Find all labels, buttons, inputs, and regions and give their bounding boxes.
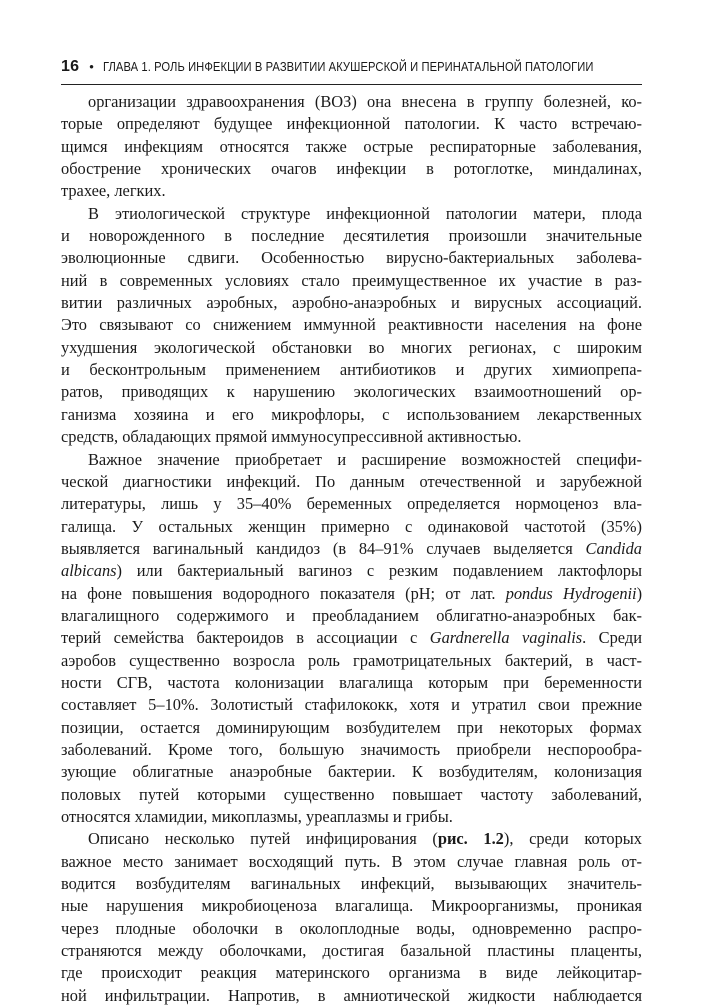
italic-term: Gardnerella vaginalis — [429, 628, 583, 648]
text-segment: ные нарушения микробиоценоза влагалища. Микроорганизмы, проникая — [61, 896, 642, 916]
text-line — [61, 761, 642, 783]
paragraph — [61, 203, 642, 449]
paragraph — [61, 828, 642, 1007]
text-line — [61, 739, 642, 761]
text-segment: выявляется вагинальный кандидоз (в 84–91% случаев выделяется — [61, 538, 586, 558]
paragraph — [61, 449, 642, 829]
text-segment: на фоне повышения водородного показателя (pH; от лат. — [61, 583, 506, 603]
text-segment: Описано несколько путей инфицирования ( — [88, 829, 438, 849]
text-line — [61, 113, 642, 135]
italic-term: pondus Hydrogenii — [505, 583, 637, 603]
text-line — [61, 91, 642, 113]
page-number: 16 — [61, 58, 80, 75]
text-segment: ческой диагностики инфекций. По данным отечественной и зарубежной — [61, 471, 642, 491]
text-line — [61, 605, 642, 627]
text-line — [61, 314, 642, 336]
text-line — [61, 784, 642, 806]
text-line — [61, 828, 642, 850]
text-segment: Важное значение приобретает и расширение возможностей специфи- — [88, 449, 642, 469]
text-segment: . Среди — [582, 628, 642, 648]
text-line — [61, 337, 642, 359]
text-line — [61, 270, 642, 292]
text-segment: важное место занимает восходящий путь. В этом случае главная роль от- — [61, 851, 642, 871]
text-line — [61, 918, 642, 940]
text-line — [61, 516, 642, 538]
text-line — [61, 895, 642, 917]
text-line — [61, 247, 642, 269]
text-segment: водится возбудителям вагинальных инфекций, вызывающих значитель- — [61, 874, 642, 894]
text-line — [61, 962, 642, 984]
text-line — [61, 404, 642, 426]
text-segment: заболеваний. Кроме того, большую значимость приобрели неспорообра- — [61, 739, 642, 759]
text-line — [61, 672, 642, 694]
text-segment: страняются между оболочками, достигая базальной пластины плаценты, — [61, 941, 642, 961]
text-segment: через плодные оболочки в околоплодные воды, одновременно распро- — [61, 918, 642, 938]
text-segment: В этиологической структуре инфекционной патологии матери, плода — [88, 203, 642, 223]
text-segment: ) или бактериальный вагиноз с резким подавлением лактофлоры — [116, 561, 642, 581]
text-line — [61, 583, 642, 605]
text-line — [61, 359, 642, 381]
text-segment: ности СГВ, частота колонизации влагалища которым при беременности — [61, 672, 642, 692]
text-segment: обострение хронических очагов инфекции в ротоглотке, миндалинах, — [61, 159, 642, 179]
text-segment: ганизма хозяина и его микрофлоры, с использованием лекарственных — [61, 404, 642, 424]
text-segment: ратов, приводящих к нарушению экологических взаимоотношений ор- — [61, 382, 642, 402]
text-segment: относятся хламидии, микоплазмы, уреаплазмы и грибы. — [61, 807, 453, 826]
text-segment: и новорожденного в последние десятилетия произошли значительные — [61, 226, 642, 246]
text-segment: эволюционные сдвиги. Особенностью вирусно-бактериальных заболева- — [61, 248, 642, 268]
text-line — [61, 806, 642, 828]
text-segment: влагалищного содержимого и преобладанием облигатно-анаэробных бак- — [61, 605, 642, 625]
chapter-title: ГЛАВА 1. РОЛЬ ИНФЕКЦИИ В РАЗВИТИИ АКУШЕРСКОЙ И ПЕРИНАТАЛЬНОЙ ПАТОЛОГИИ — [102, 59, 594, 74]
text-segment: ний в современных условиях стало преимущественное их участие в раз- — [61, 270, 642, 290]
text-line — [61, 158, 642, 180]
header-bullet: • — [89, 59, 94, 74]
text-segment: терий семейства бактероидов в ассоциации с — [61, 628, 430, 648]
text-line — [61, 203, 642, 225]
text-line — [61, 873, 642, 895]
text-line — [61, 426, 642, 448]
text-segment: витии различных аэробных, аэробно-анаэробных и вирусных ассоциаций. — [61, 293, 642, 313]
text-line — [61, 225, 642, 247]
text-segment: составляет 5–10%. Золотистый стафилококк, хотя и утратил свои прежние — [61, 695, 642, 715]
text-segment: половых путей которыми существенно повышает частоту заболеваний, — [61, 784, 642, 804]
text-segment: щимся инфекциям относятся также острые респираторные заболевания, — [61, 136, 642, 156]
text-line — [61, 650, 642, 672]
text-segment: позиции, остается доминирующим возбудителем при некоторых формах — [61, 717, 642, 737]
figure-reference: рис. 1.2 — [437, 829, 504, 849]
text-segment: галища. У остальных женщин примерно с одинаковой частотой (35%) — [61, 516, 642, 536]
text-line — [61, 136, 642, 158]
text-segment: литературы, лишь у 35–40% беременных определяется нормоценоз вла- — [61, 494, 642, 514]
text-line — [61, 538, 642, 560]
text-line — [61, 493, 642, 515]
text-line — [61, 694, 642, 716]
body-text — [61, 91, 642, 1007]
text-line — [61, 627, 642, 649]
text-segment: средств, обладающих прямой иммуносупрессивной активностью. — [61, 427, 522, 447]
text-line — [61, 717, 642, 739]
text-segment: где происходит реакция материнского организма в виде лейкоцитар- — [61, 963, 642, 983]
paragraph — [61, 91, 642, 203]
italic-term: Candida — [585, 538, 642, 558]
text-segment: и бесконтрольным применением антибиотиков и других химиопрепа- — [61, 360, 642, 380]
text-segment: аэробов существенно возросла роль грамотрицательных бактерий, в част- — [61, 650, 642, 670]
text-segment: торые определяют будущее инфекционной патологии. К часто встречаю- — [61, 114, 642, 134]
text-line — [61, 381, 642, 403]
text-segment: Это связывают со снижением иммунной реактивности населения на фоне — [61, 315, 642, 335]
text-segment: ), среди которых — [503, 829, 642, 849]
italic-term: albicans — [61, 561, 117, 581]
text-line — [61, 940, 642, 962]
text-line — [61, 180, 642, 202]
text-line — [61, 292, 642, 314]
text-line — [61, 851, 642, 873]
text-segment: ной инфильтрации. Напротив, в амниотической жидкости наблюдается — [61, 985, 642, 1005]
text-line — [61, 471, 642, 493]
text-segment: организации здравоохранения (ВОЗ) она внесена в группу болезней, ко- — [88, 92, 642, 111]
text-line — [61, 985, 642, 1007]
text-segment: ) — [636, 583, 642, 603]
text-segment: ухудшения экологической обстановки во многих регионах, с широким — [61, 337, 642, 357]
running-header — [61, 58, 642, 85]
text-line — [61, 449, 642, 471]
text-line — [61, 560, 642, 582]
text-segment: зующие облигатные анаэробные бактерии. К возбудителям, колонизация — [61, 762, 642, 782]
text-segment: трахее, легких. — [61, 181, 166, 201]
